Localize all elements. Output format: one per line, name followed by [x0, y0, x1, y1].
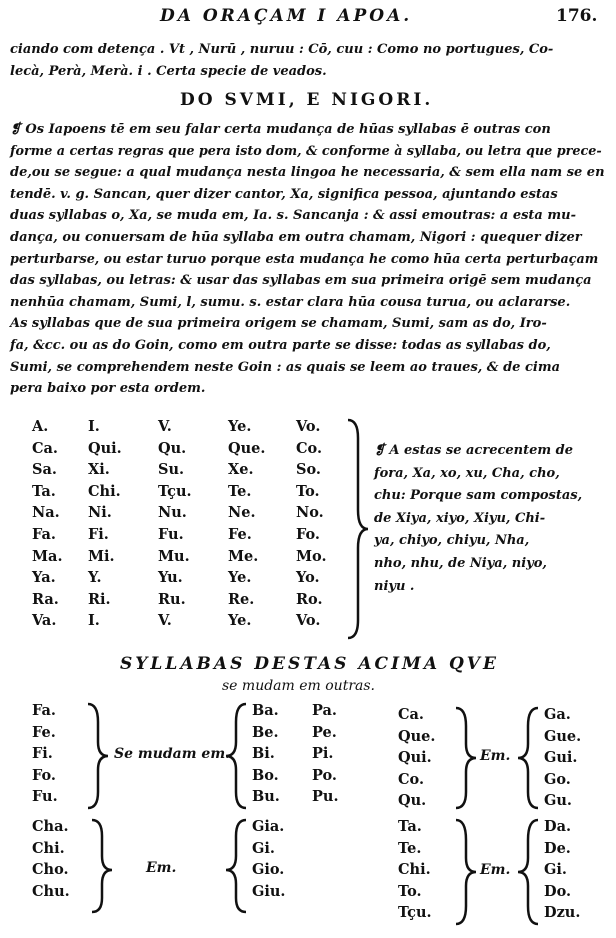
syllable-cell: Ta.: [32, 482, 56, 500]
target-syllable: Giu.: [252, 882, 286, 900]
syllable-cell: I.: [88, 418, 100, 435]
syllable-cell: Que.: [228, 439, 266, 457]
syllable-cell: Chi.: [88, 482, 121, 500]
source-syllable: Cha.: [32, 818, 69, 835]
syllable-cell: Vo.: [296, 418, 321, 435]
source-syllable: Te.: [398, 839, 422, 857]
syllable-cell: Ri.: [88, 590, 111, 608]
target-syllable: Ga.: [544, 706, 571, 723]
target-syllable: Da.: [544, 818, 572, 835]
syllable-cell: Qu.: [158, 439, 187, 457]
syllable-cell: Ca.: [32, 439, 58, 457]
goin-brace: [344, 418, 370, 640]
body-line: de,ou se segue: a qual mudança nesta lingoa he necessaria, & sem ella nam se en: [10, 165, 605, 181]
target-syllable: Gi.: [544, 861, 567, 878]
target-syllable: Gui.: [544, 749, 578, 766]
target-syllable: Bo.: [252, 766, 279, 784]
syllable-cell: Fo.: [296, 526, 320, 543]
syllable-cell: To.: [296, 482, 320, 500]
source-syllable: Qui.: [398, 749, 432, 766]
source-syllable: Ta.: [398, 818, 422, 835]
syllable-cell: Y.: [88, 569, 102, 587]
target-syllable: Gio.: [252, 861, 285, 878]
syllable-cell: Xi.: [88, 461, 110, 479]
syllable-cell: Te.: [228, 482, 252, 500]
syllable-cell: Fe.: [228, 526, 252, 543]
target-syllable: Dzu.: [544, 904, 581, 921]
source-syllable: Fi.: [32, 745, 53, 762]
syllable-cell: Fu.: [158, 526, 184, 543]
syllable-cell: Yu.: [158, 569, 183, 587]
intro-line-1: ciando com detença . Vt , Nurū , nuruu : Cō, cuu : Como no portugues, Co-: [10, 42, 554, 57]
target-syllable: Bu.: [252, 788, 280, 805]
target-syllable: Pa.: [312, 702, 337, 719]
target-syllable: Pi.: [312, 745, 334, 762]
syllable-cell: Mu.: [158, 547, 190, 565]
source-syllable: Fu.: [32, 788, 58, 805]
syllable-cell: Yo.: [296, 569, 320, 587]
body-line: ❡ Os Iapoens tē em seu falar certa mudança de hūas syllabas ē outras con: [10, 122, 551, 137]
syllable-cell: Xe.: [228, 461, 254, 479]
source-syllable: Qu.: [398, 792, 427, 809]
target-syllable: Po.: [312, 766, 337, 784]
goin-note-line: fora, Xa, xo, xu, Cha, cho,: [374, 465, 560, 481]
syllable-cell: Mi.: [88, 547, 115, 565]
body-line: As syllabas que de sua primeira origem se chamam, Sumi, sam as do, Iro-: [10, 316, 547, 332]
target-syllable: Gi.: [252, 839, 275, 857]
target-syllable: Go.: [544, 770, 571, 788]
syllable-cell: Ru.: [158, 590, 186, 608]
target-syllable: Bi.: [252, 745, 275, 762]
syllable-cell: A.: [32, 418, 49, 435]
syllable-cell: Ye.: [228, 418, 252, 435]
syllable-cell: Me.: [228, 547, 259, 565]
syllable-cell: V.: [158, 418, 172, 435]
syllable-cell: Na.: [32, 504, 60, 522]
target-syllable: Ba.: [252, 702, 279, 719]
goin-note-line: ❡ A estas se acrecentem de: [374, 443, 574, 458]
body-line: pera baixo por esta ordem.: [10, 381, 206, 397]
body-line: perturbarse, ou estar turuo porque esta mudança he como hūa certa perturbaçam: [10, 251, 599, 267]
change-label: Em.: [480, 748, 511, 764]
syllable-cell: Tçu.: [158, 482, 192, 500]
syllable-cell: Co.: [296, 439, 323, 457]
body-line: Sumi, se comprehendem neste Goin : as quais se leem ao traues, & de cima: [10, 359, 560, 375]
syllable-cell: Ro.: [296, 590, 323, 608]
running-title: DA ORAÇAM I APOA.: [160, 6, 413, 26]
change-label: Em.: [480, 862, 511, 878]
syllable-cell: I.: [88, 612, 100, 630]
syllable-cell: Sa.: [32, 461, 57, 479]
intro-line-2: lecà, Perà, Merà. i . Certa specie de veados.: [10, 64, 327, 79]
syllable-cell: Fi.: [88, 526, 109, 543]
target-syllable: Pu.: [312, 788, 339, 805]
section-title: DO SVMI, E NIGORI.: [180, 90, 434, 110]
source-syllable: Chu.: [32, 882, 70, 900]
source-syllable: Chi.: [32, 839, 65, 857]
goin-note-line: nho, nhu, de Niya, niyo,: [374, 556, 547, 571]
syllable-cell: Ma.: [32, 547, 63, 565]
syllable-cell: Ye.: [228, 569, 252, 587]
syllable-cell: Va.: [32, 612, 57, 630]
syllable-cell: Mo.: [296, 547, 327, 565]
body-line: dança, ou conuersam de hūa syllaba em outra chamam, Nigori : quequer dizer: [10, 230, 582, 245]
source-syllable: Tçu.: [398, 904, 432, 921]
body-line: das syllabas, ou letras: & usar das syllabas em sua primeira origē sem mudança: [10, 273, 592, 289]
section2-subtitle: se mudam em outras.: [222, 678, 376, 694]
syllable-cell: Ni.: [88, 504, 112, 522]
target-syllable: Gu.: [544, 792, 572, 809]
syllable-cell: So.: [296, 461, 321, 479]
page-number: 176.: [556, 6, 598, 26]
source-syllable: Fa.: [32, 702, 56, 719]
syllable-cell: Fa.: [32, 526, 56, 543]
source-syllable: To.: [398, 882, 422, 900]
body-line: nenhūa chamam, Sumi, l, sumu. s. estar clara hūa cousa turua, ou aclararse.: [10, 294, 571, 310]
source-syllable: Co.: [398, 770, 425, 788]
source-syllable: Ca.: [398, 706, 424, 723]
syllable-cell: Ya.: [32, 569, 56, 587]
source-syllable: Fo.: [32, 766, 56, 784]
source-syllable: Que.: [398, 727, 436, 745]
source-syllable: Cho.: [32, 861, 69, 878]
source-syllable: Fe.: [32, 723, 56, 741]
body-line: tendē. v. g. Sancan, quer dizer cantor, Xa, significa pessoa, ajuntando estas: [10, 186, 558, 202]
syllable-cell: Vo.: [296, 612, 321, 630]
target-syllable: Pe.: [312, 723, 337, 741]
source-syllable: Chi.: [398, 861, 431, 878]
target-syllable: De.: [544, 839, 571, 857]
goin-note-line: niyu .: [374, 578, 415, 594]
body-line: fa, &cc. ou as do Goin, como em outra parte se disse: todas as syllabas do,: [10, 338, 551, 353]
syllable-cell: Ye.: [228, 612, 252, 630]
syllable-cell: Re.: [228, 590, 255, 608]
target-syllable: Be.: [252, 723, 279, 741]
change-label: Em.: [146, 860, 177, 876]
target-syllable: Gia.: [252, 818, 285, 835]
target-syllable: Do.: [544, 882, 572, 900]
syllable-cell: Su.: [158, 461, 185, 479]
section2-title: SYLLABAS DESTAS ACIMA QVE: [120, 654, 499, 674]
goin-note-line: de Xiya, xiyo, Xiyu, Chi-: [374, 510, 546, 526]
syllable-cell: Nu.: [158, 504, 187, 522]
syllable-cell: Qui.: [88, 439, 122, 457]
syllable-cell: No.: [296, 504, 324, 522]
body-line: forme a certas regras que pera isto dom, & conforme à syllaba, ou letra que prece-: [10, 143, 602, 159]
syllable-cell: Ra.: [32, 590, 59, 608]
change-label: Se mudam em.: [114, 746, 231, 762]
body-line: duas syllabas o, Xa, se muda em, Ia. s. Sancanja : & assi emoutras: a esta mu-: [10, 208, 576, 224]
syllable-cell: V.: [158, 612, 172, 630]
goin-note-line: chu: Porque sam compostas,: [374, 488, 583, 504]
syllable-cell: Ne.: [228, 504, 256, 522]
goin-note-line: ya, chiyo, chiyu, Nha,: [374, 533, 530, 549]
target-syllable: Gue.: [544, 727, 582, 745]
